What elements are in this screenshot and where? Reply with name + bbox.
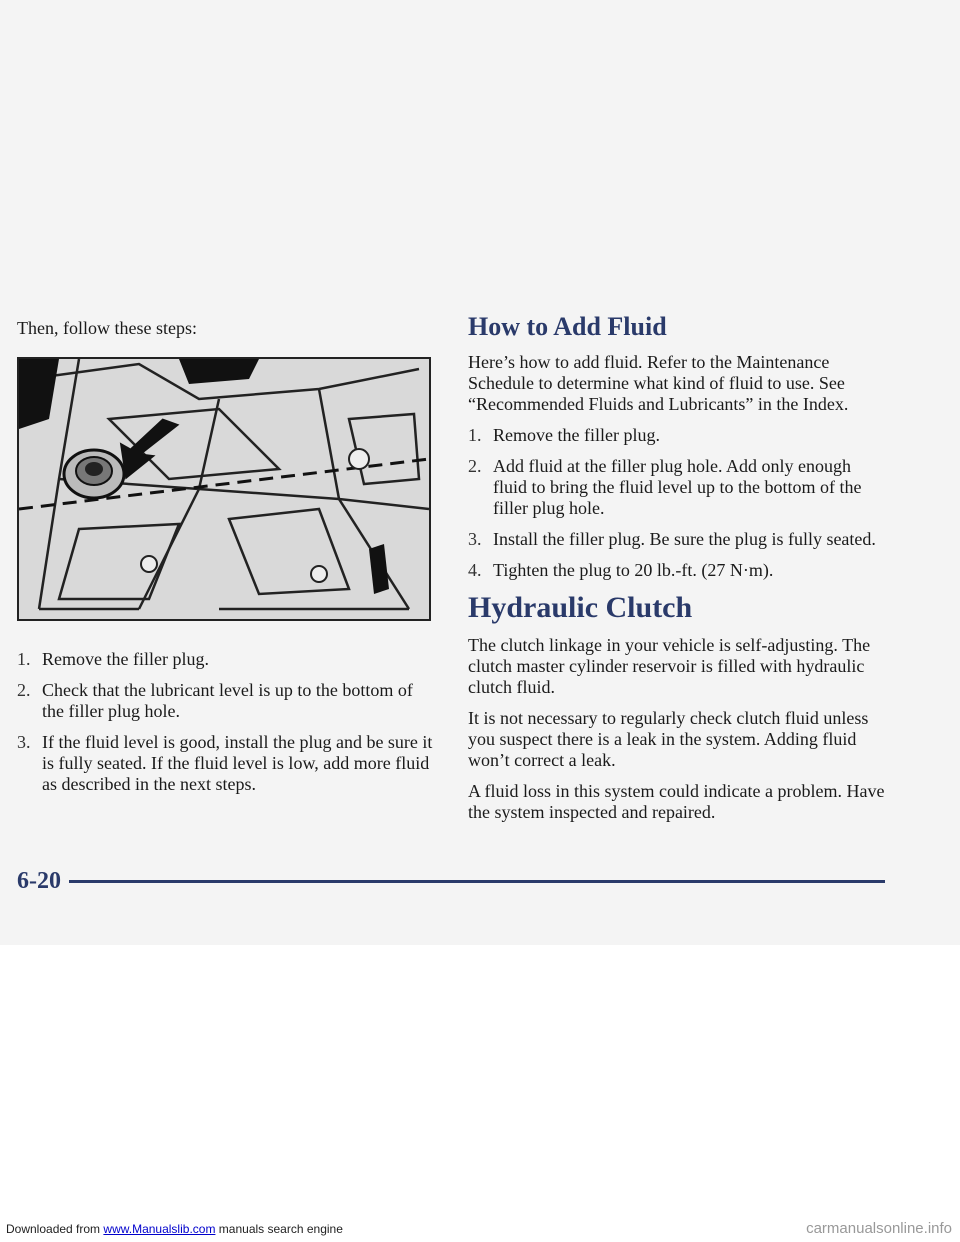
how-to-add-fluid-heading: How to Add Fluid <box>468 312 667 341</box>
page-footer <box>17 866 885 896</box>
download-suffix: manuals search engine <box>218 1222 343 1236</box>
filler-plug-shape <box>64 450 124 498</box>
footer-rule <box>69 880 885 883</box>
step-number: 3. <box>468 529 482 549</box>
step-number: 1. <box>17 649 31 669</box>
download-bar <box>6 1222 343 1236</box>
step-number: 3. <box>17 732 31 752</box>
step-text: Tighten the plug to 20 lb.-ft. (27 N·m). <box>493 560 774 580</box>
step-number: 1. <box>468 425 482 445</box>
download-prefix: Downloaded from <box>6 1222 101 1236</box>
clutch-para-2: It is not necessary to regularly check clutch fluid unless you suspect there is a leak in the system. Adding fluid won’t correct a leak. <box>468 708 869 770</box>
step-number: 2. <box>17 680 31 700</box>
transmission-filler-plug-illustration <box>17 357 431 621</box>
add-fluid-steps-list <box>468 425 888 581</box>
list-item <box>17 680 435 722</box>
step-text: Remove the filler plug. <box>42 649 209 669</box>
check-steps-list <box>17 649 435 795</box>
list-item <box>468 456 888 519</box>
manualslib-link[interactable]: www.Manualslib.com <box>103 1222 216 1236</box>
intro-text: Then, follow these steps: <box>17 318 197 338</box>
step-text: Install the filler plug. Be sure the plug is fully seated. <box>493 529 876 549</box>
list-item <box>468 560 888 581</box>
step-number: 4. <box>468 560 482 580</box>
right-column <box>468 312 888 833</box>
list-item <box>468 529 888 550</box>
watermark: carmanualsonline.info <box>806 1220 952 1237</box>
step-text: If the fluid level is good, install the plug and be sure it is fully seated. If the fluid level is low, add more fluid as described in the next steps. <box>42 732 433 794</box>
step-text: Check that the lubricant level is up to the bottom of the filler plug hole. <box>42 680 413 721</box>
clutch-para-3: A fluid loss in this system could indicate a problem. Have the system inspected and repaired. <box>468 781 885 822</box>
filler-plug-drawing <box>19 359 429 619</box>
page-number: 6-20 <box>17 867 61 894</box>
left-column <box>17 318 435 805</box>
hydraulic-clutch-heading: Hydraulic Clutch <box>468 591 693 624</box>
step-number: 2. <box>468 456 482 476</box>
clutch-para-1: The clutch linkage in your vehicle is self-adjusting. The clutch master cylinder reservoir is filled with hydraulic clutch fluid. <box>468 635 871 697</box>
list-item <box>17 649 435 670</box>
list-item <box>17 732 435 795</box>
step-text: Remove the filler plug. <box>493 425 660 445</box>
step-text: Add fluid at the filler plug hole. Add only enough fluid to bring the fluid level up to the bottom of the filler plug hole. <box>493 456 862 518</box>
list-item <box>468 425 888 446</box>
add-fluid-intro: Here’s how to add fluid. Refer to the Maintenance Schedule to determine what kind of fluid to use. See “Recommended Fluids and Lubricants” in the Index. <box>468 352 849 414</box>
